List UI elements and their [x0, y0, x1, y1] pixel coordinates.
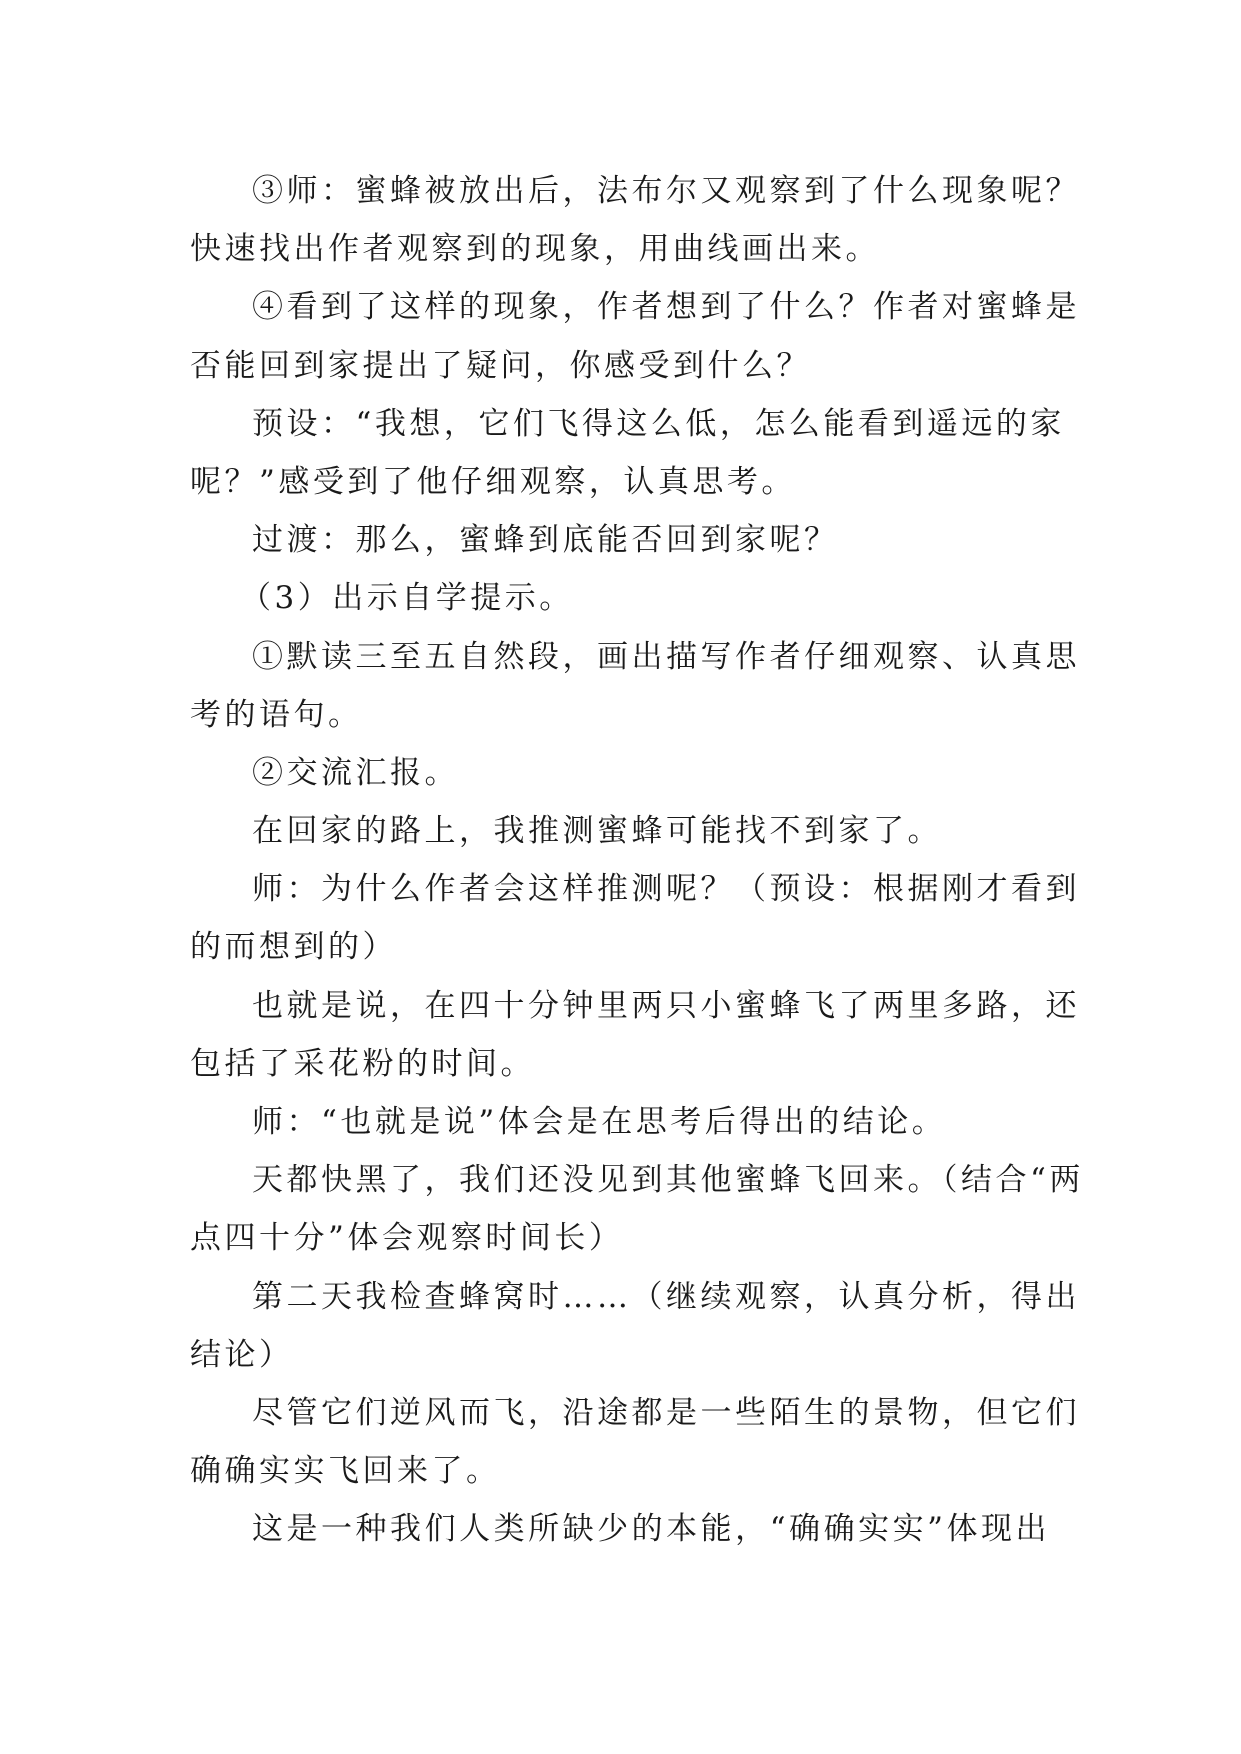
text-line: 点四十分”体会观察时间长）: [190, 1220, 624, 1257]
lesson-plan-text: [190, 162, 1084, 1559]
text-line: 快速找出作者观察到的现象，用曲线画出来。: [190, 231, 880, 268]
text-line: 的而想到的）: [190, 929, 397, 966]
text-line: 包括了采花粉的时间。: [190, 1045, 535, 1082]
text-line: 尽管它们逆风而飞，沿途都是一些陌生的景物，但它们: [252, 1394, 1080, 1431]
text-line: ②交流汇报。: [252, 754, 459, 791]
text-line: 师：为什么作者会这样推测呢？（预设：根据刚才看到: [252, 871, 1080, 908]
text-line: 也就是说，在四十分钟里两只小蜜蜂飞了两里多路，还: [252, 987, 1080, 1024]
text-line: 结论）: [190, 1336, 294, 1373]
text-line: （3）出示自学提示。: [240, 580, 574, 617]
text-line: 师：“也就是说”体会是在思考后得出的结论。: [252, 1104, 947, 1140]
text-line: 预设：“我想，它们飞得这么低，怎么能看到遥远的家: [252, 405, 1065, 442]
text-line: ④看到了这样的现象，作者想到了什么？作者对蜜蜂是: [252, 289, 1080, 326]
text-line: 在回家的路上，我推测蜜蜂可能找不到家了。: [252, 813, 942, 850]
text-line: ③师：蜜蜂被放出后，法布尔又观察到了什么现象呢？: [252, 173, 1080, 209]
text-line: 呢？”感受到了他仔细观察，认真思考。: [190, 463, 796, 500]
text-line: 第二天我检查蜂窝时……（继续观察，认真分析，得出: [252, 1278, 1080, 1315]
text-line: 天都快黑了，我们还没见到其他蜜蜂飞回来。（结合“两: [252, 1162, 1084, 1199]
text-line: 考的语句。: [190, 696, 363, 733]
text-line: 否能回到家提出了疑问，你感受到什么？: [190, 347, 811, 384]
text-line: 确确实实飞回来了。: [190, 1453, 501, 1490]
text-line: 过渡：那么，蜜蜂到底能否回到家呢？: [252, 522, 839, 559]
text-line: 这是一种我们人类所缺少的本能，“确确实实”体现出: [252, 1511, 1050, 1548]
text-line: ①默读三至五自然段，画出描写作者仔细观察、认真思: [252, 638, 1080, 675]
